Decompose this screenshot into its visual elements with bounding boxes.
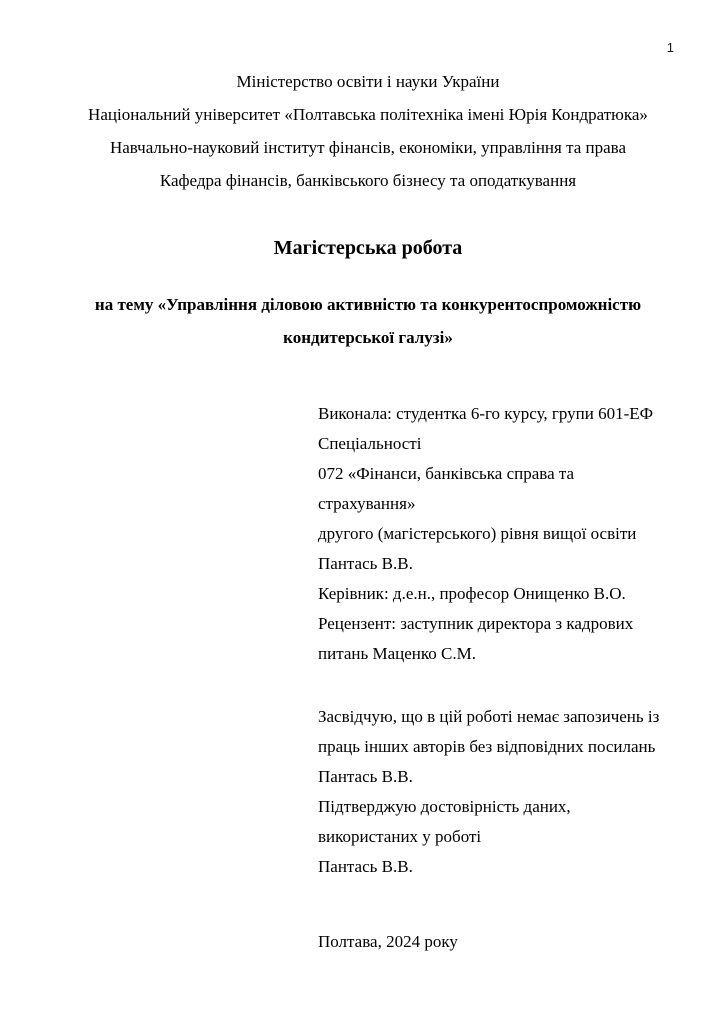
header-line-university: Національний університет «Полтавська політехніка імені Юрія Кондратюка» — [88, 105, 648, 124]
attribution-supervisor: Керівник: д.е.н., професор Онищенко В.О. — [318, 584, 626, 603]
header-line-department: Кафедра фінансів, банківського бізнесу та оподаткування — [159, 171, 577, 190]
university-header — [52, 65, 684, 197]
attribution-specialty-label: Спеціальності — [318, 434, 422, 453]
declaration-signature-1: Пантась В.В. — [318, 767, 413, 786]
header-line-ministry: Міністерство освіти і науки України — [236, 72, 500, 91]
attribution-specialty-code: 072 «Фінанси, банківська справа та — [318, 464, 575, 483]
attribution-degree-level: другого (магістерського) рівня вищої освіти — [318, 524, 637, 543]
city-year-footer: Полтава, 2024 року — [318, 932, 458, 951]
topic-line-2: кондитерської галузі» — [283, 328, 453, 347]
attribution-specialty-cont: страхування» — [318, 494, 416, 513]
thesis-title: Магістерська робота — [273, 237, 463, 259]
declaration-no-plagiarism-2: праць інших авторів без відповідних посилань — [318, 737, 656, 756]
declaration-no-plagiarism-1: Засвідчую, що в цій роботі немає запозичень із — [318, 707, 660, 726]
attribution-section — [318, 399, 684, 669]
attribution-author-name: Пантась В.В. — [318, 554, 413, 573]
page-number: 1 — [666, 40, 674, 55]
declaration-data-validity-2: використаних у роботі — [318, 827, 482, 846]
thesis-topic — [52, 288, 684, 354]
header-line-institute: Навчально-науковий інститут фінансів, економіки, управління та права — [109, 138, 627, 157]
attribution-reviewer: Рецензент: заступник директора з кадрових — [318, 614, 634, 633]
attribution-reviewer-cont: питань Маценко С.М. — [318, 644, 476, 663]
declaration-data-validity-1: Підтверджую достовірність даних, — [318, 797, 571, 816]
declaration-section — [318, 702, 684, 882]
attribution-author-line: Виконала: студентка 6-го курсу, групи 601-ЕФ — [318, 404, 654, 423]
topic-line-1: на тему «Управління діловою активністю та конкурентоспроможністю — [94, 295, 642, 314]
declaration-signature-2: Пантась В.В. — [318, 857, 413, 876]
